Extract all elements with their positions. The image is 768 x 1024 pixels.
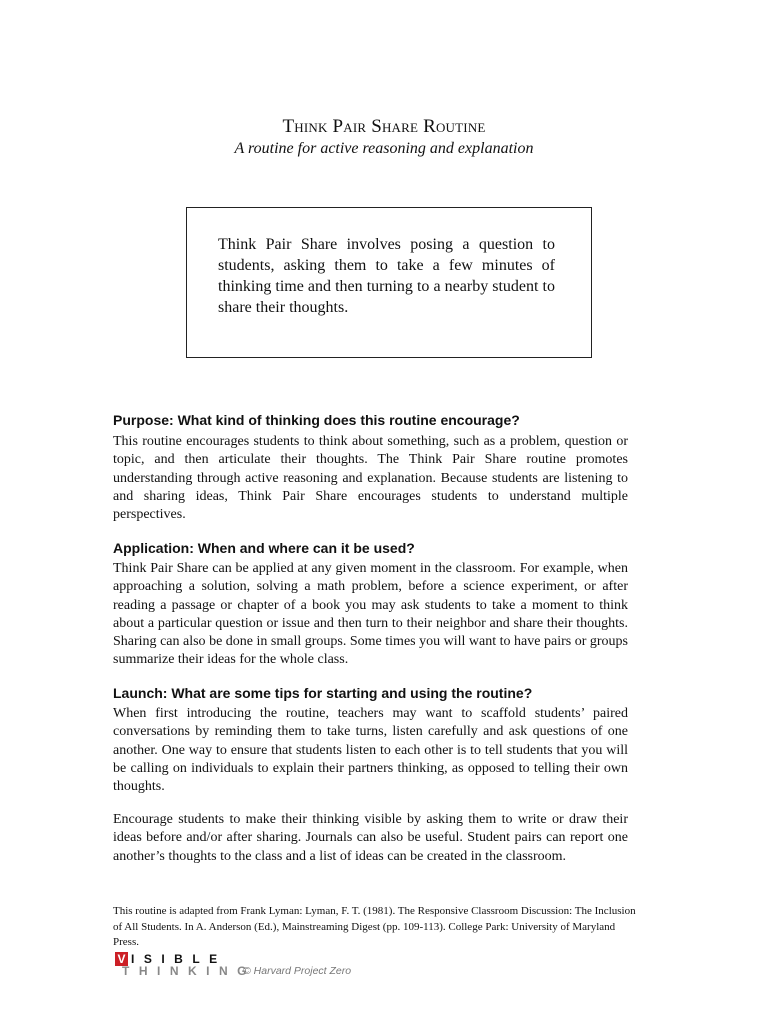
document-title: Think Pair Share Routine [282, 116, 486, 137]
logo-word-visible: ISIBLE [131, 952, 227, 966]
launch-paragraph-1: When first introducing the routine, teachers may want to scaffold students’ paired conversations by reminding them to take turns, listen carefully and ask questions of one another. One way to ensure that students listen to each other is to tell students that you will be calling on individuals to explain their partners thinking, as opposed to telling their own thoughts. [113, 706, 628, 795]
copyright-text: © Harvard Project Zero [243, 965, 352, 977]
launch-heading: Launch: What are some tips for starting and using the routine? [113, 685, 533, 701]
logo-word-thinking: THINKING [122, 964, 256, 978]
callout-text: Think Pair Share involves posing a question to students, asking them to take a few minutes of thinking time and then turning to a nearby student to share their thoughts. [218, 236, 555, 316]
source-footnote: This routine is adapted from Frank Lyman: Lyman, F. T. (1981). The Responsive Classroom Discussion: The Inclusion of All Students. In A. Anderson (Ed.), Mainstreaming Digest (pp. 109-113). College Park: University of Maryland Press. [113, 905, 636, 948]
document-subtitle: A routine for active reasoning and explanation [234, 140, 534, 157]
visible-thinking-logo [115, 952, 415, 982]
application-paragraph: Think Pair Share can be applied at any given moment in the classroom. For example, when approaching a solution, solving a math problem, before a science experiment, or after reading a passage or chapter of a book you may ask students to take a moment to think about a particular question or issue and then turn to their neighbor and share their thoughts. Sharing can also be done in small groups. Some times you will want to have pairs or groups summarize their ideas for the whole class. [113, 561, 628, 668]
logo-initial-box: V [115, 952, 128, 966]
summary-callout-box [186, 207, 592, 358]
application-heading: Application: When and where can it be used? [113, 540, 415, 556]
purpose-paragraph: This routine encourages students to think about something, such as a problem, question or topic, and then articulate their thoughts. The Think Pair Share routine promotes understanding through active reasoning and explanation. Because students are listening to and sharing ideas, Think Pair Share encourages students to understand multiple perspectives. [113, 434, 628, 523]
launch-paragraph-2: Encourage students to make their thinking visible by asking them to write or draw their ideas before and/or after sharing. Journals can also be useful. Student pairs can report one another’s thoughts to the class and a list of ideas can be created in the classroom. [113, 812, 628, 864]
purpose-heading: Purpose: What kind of thinking does this routine encourage? [113, 412, 520, 428]
